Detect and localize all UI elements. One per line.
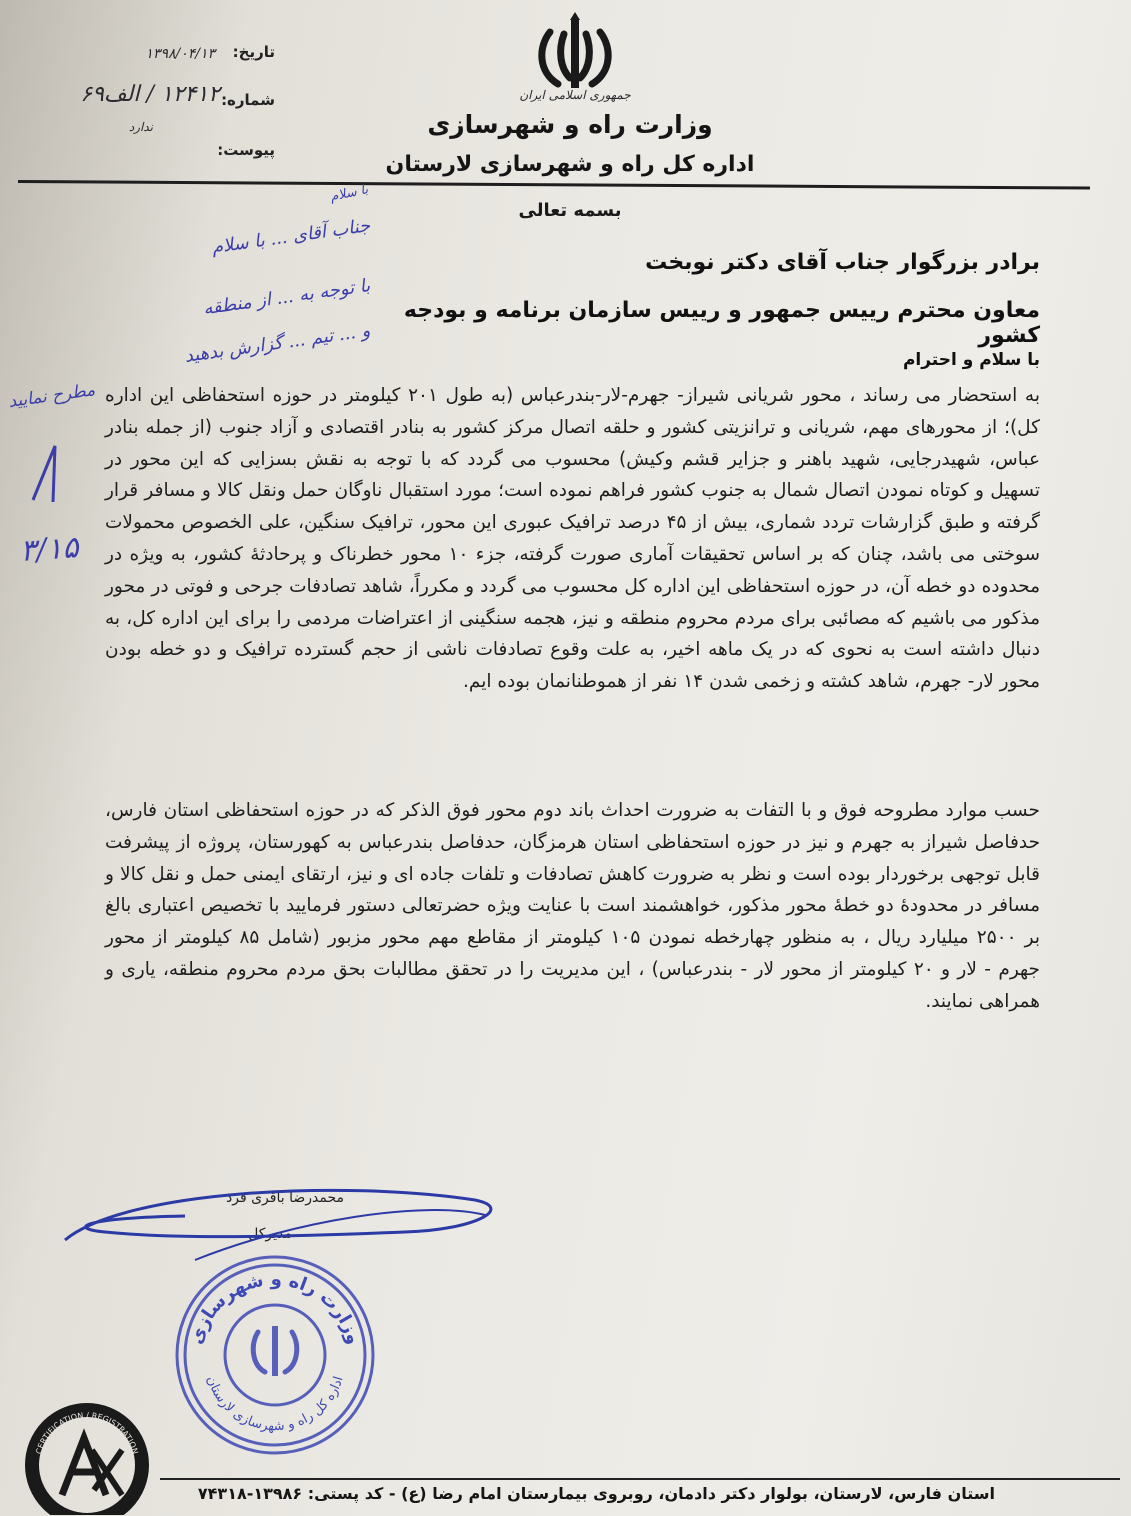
department-title: اداره کل راه و شهرسازی لارستان (385, 152, 755, 177)
certification-seal-icon (22, 1400, 152, 1515)
number-label: شماره: (221, 91, 275, 109)
footer-divider (160, 1478, 1120, 1480)
handwritten-note-line-1: جناب آقای ... با سلام (210, 215, 372, 259)
emblem-caption: جمهوری اسلامی ایران (519, 88, 631, 102)
signatory-title: مدیرکل (248, 1226, 292, 1242)
greeting: با سلام و احترام (902, 350, 1040, 370)
attachment-value: ندارد (128, 120, 153, 134)
stamp-outer-text: وزارت راه و شهرسازی (185, 1268, 365, 1347)
handwritten-note-top: با سلام (328, 182, 370, 205)
bismillah: بسمه تعالی (518, 200, 622, 221)
ministry-title: وزارت راه و شهرسازی (427, 110, 713, 139)
body-paragraph-1-text: به استحضار می رساند ، محور شریانی شیراز- جهرم-لار-بندرعباس (به طول ۲۰۱ کیلومتر در حوزه استحفاظی این اداره کل)؛ از محورهای مهم، شریانی و ترانزیتی کشور و حلقه اتصال مرکز کشور به بنادر اقتصادی و آزاد جنوب (از جمله بنادر عباس، شهیدرجایی، شهید باهنر و جزایر قشم وکیش) محسوب می گردد که با توجه به نقش بسزایی که این محور در تسهیل و کوتاه نمودن اتصال شمال به جنوب کشور فراهم نموده است؛ مورد استقبال ناوگان حمل ونقل کالا و مسافر قرار گرفته و طبق گزارشات تردد شماری، بیش از ۴۵ درصد ترافیک عبوری این محور، ترافیک سنگین، علی الخصوص محمولات سوختی می باشد، چنان که بر اساس تحقیقات آماری صورت گرفته، جزء ۱۰ محور خطرناک و پرحادثهٔ کشور، به ویژه در محدوده دو خطه آن، در حوزه استحفاظی این اداره کل محسوب می گردد و مکرراً، شاهد تصادفات جرحی و فوتی در محور مذکور می باشیم که مصائبی برای مردم محروم منطقه و نیز، هجمه سنگینی از اعتراضات مردمی را برای این اداره کل، به دنبال داشته است به نحوی که در یک ماهه اخیر، به علت وقوع تصادفات ناشی از حجم گسترده ترافیک و دو خطه بودن محور لار- جهرم، شاهد کشته و زخمی شدن ۱۴ نفر از هموطنانمان بوده ایم. (105, 385, 1040, 693)
addressee-line-1: برادر بزرگوار جناب آقای دکتر نوبخت (645, 250, 1040, 275)
date-label: تاریخ: (232, 43, 275, 61)
official-stamp-icon (170, 1250, 380, 1460)
body-paragraph-2-text: حسب موارد مطروحه فوق و با التفات به ضرورت احداث باند دوم محور فوق الذکر که در حوزه استحفاظی استان فارس، حدفاصل شیراز به جهرم و نیز در حوزه استحفاظی استان هرمزگان، حدفاصل بندرعباس به کهورستان، پروژه از پیشرفت قابل توجهی برخوردار بوده است و نظر به ضرورت کاهش تصادفات و تلفات جاده ای و نیز، ارتقای ایمنی حمل و نقل کالا و مسافر در محدودهٔ دو خطهٔ محور مذکور، خواهشمند است با عنایت ویژه حضرتعالی دستور فرمایید با تخصیص اعتباری بالغ بر ۲۵۰۰ میلیارد ریال ، به منظور چهارخطه نمودن ۱۰۵ کیلومتر از مقاطع مهم محور مزبور (شامل ۸۵ کیلومتر از محور جهرم - لار و ۲۰ کیلومتر از محور لار - بندرعباس) ، این مدیریت را در تحقق مطالبات بحق مردم محروم منطقه، یاری و همراهی نمایند. (105, 800, 1040, 1012)
date-value: ۱۳۹۸/۰۴/۱۳ (145, 46, 215, 62)
handwritten-note-line-2: با توجه به ... از منطقه (201, 275, 372, 320)
certification-ring-text: CERTIFICATION / REGISTRATION (34, 1410, 140, 1456)
header-divider (18, 180, 1090, 190)
footer-address: استان فارس، لارستان، بولوار دکتر دادمان، روبروی بیمارستان امام رضا (ع) - کد پستی: ۱۳۹۸۶-۷۴۳۱۸ (197, 1484, 995, 1503)
addressee-line-2: معاون محترم رییس جمهور و رییس سازمان برنامه و بودجه کشور (403, 298, 1040, 348)
signatory-name: محمدرضا باقری فرد (226, 1190, 344, 1206)
handwritten-margin-note: مطرح نمایید (7, 380, 97, 413)
stamp-inner-text: اداره کل راه و شهرسازی لارستان (203, 1374, 347, 1435)
attachment-label: پیوست: (217, 141, 275, 159)
letter-meta (80, 42, 275, 162)
handwritten-margin-number: ۳/۱۵ (18, 530, 80, 570)
handwritten-note-line-3: و ... تیم ... گزارش بدهید (183, 320, 372, 367)
number-value: ۱۲۴۱۲ / الف۶۹ (80, 82, 220, 107)
body-paragraph-1 (105, 380, 1040, 698)
body-paragraph-2 (105, 795, 1040, 1018)
handwritten-mark-icon (25, 440, 75, 520)
